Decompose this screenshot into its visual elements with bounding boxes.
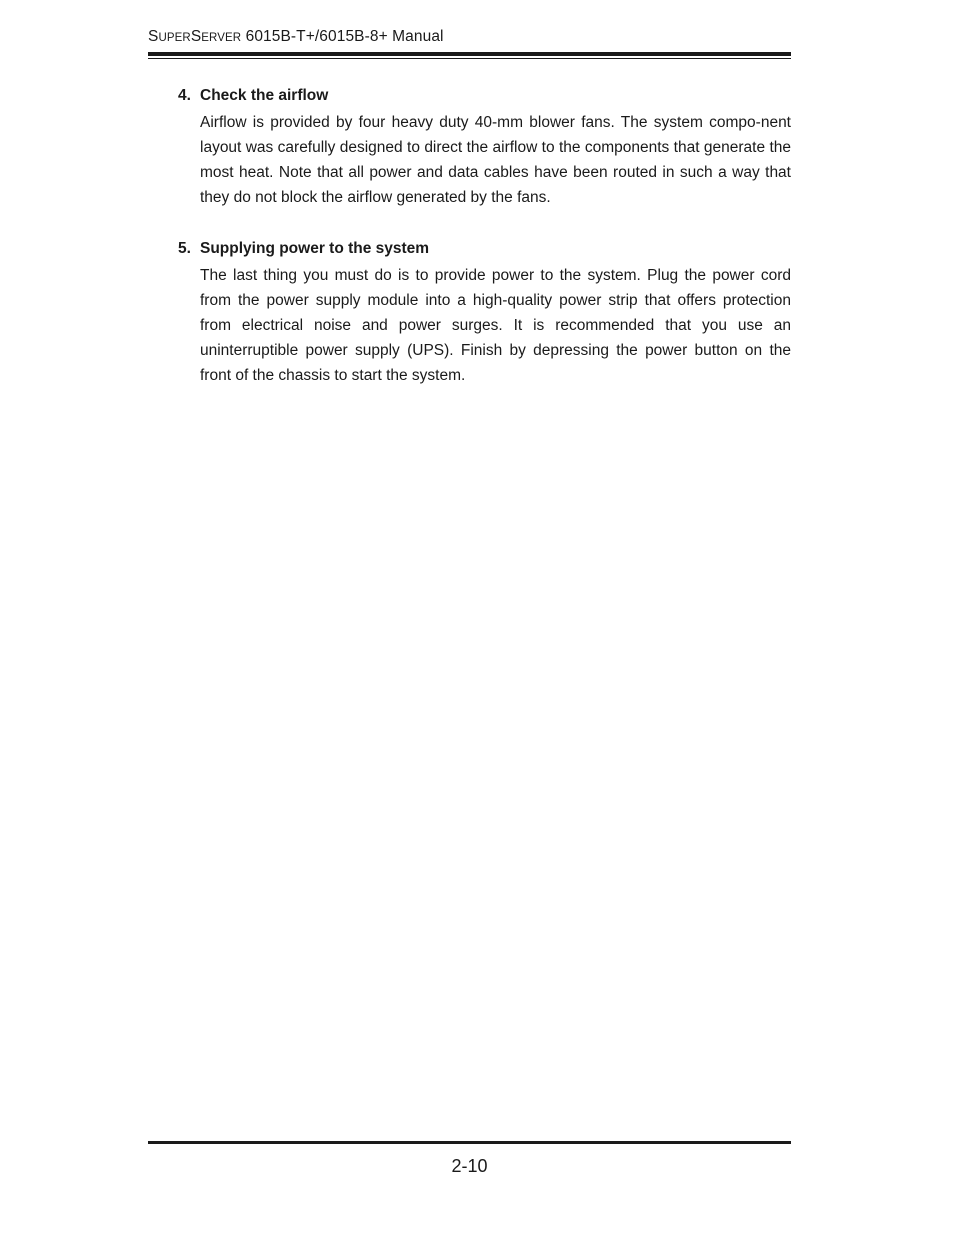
step-check-airflow: [178, 85, 791, 210]
header-rule: [148, 52, 791, 56]
step-heading: [178, 85, 791, 106]
page-header: [148, 27, 791, 59]
step-paragraph: Airflow is provided by four heavy duty 40-mm blower fans. The system compo-nent layout was carefully designed to direct the airflow to the components that generate the most heat. Note that all power and data cables have been routed in such a way that they do not block the airflow generated by the fans.: [200, 114, 791, 206]
step-supplying-power: [178, 238, 791, 388]
step-title: Check the airflow: [200, 87, 329, 104]
step-heading: [178, 238, 791, 259]
step-number: 4.: [178, 87, 191, 104]
main-content: [178, 85, 791, 388]
step-paragraph: The last thing you must do is to provide power to the system. Plug the power cord from the power supply module into a high-quality power strip that offers protection from electrical noise and power surges. It is recommended that you use an uninterruptible power supply (UPS). Finish by depressing the power button on the front of the chassis to start the system.: [200, 267, 791, 384]
step-title: Supplying power to the system: [200, 240, 430, 257]
step-number: 5.: [178, 240, 191, 257]
footer-rule: [148, 1141, 791, 1144]
page-number: 2-10: [451, 1156, 488, 1176]
header-rule-thin: [148, 58, 791, 59]
manual-title: SUPERSERVER 6015B-T+/6015B-8+ Manual: [148, 28, 444, 45]
